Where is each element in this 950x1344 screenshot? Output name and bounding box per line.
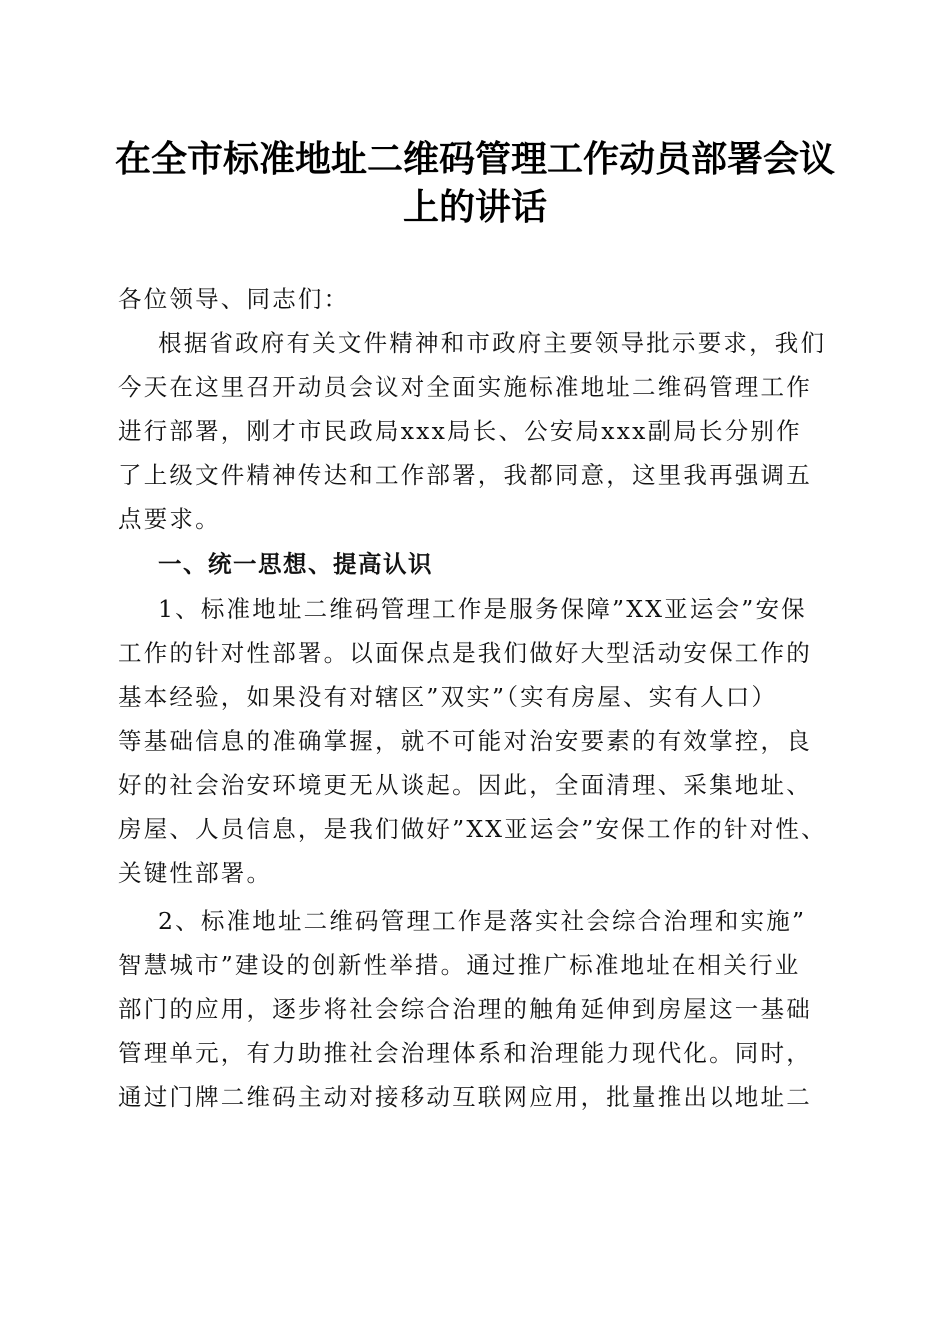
salutation: 各位领导、同志们： [118, 285, 350, 313]
section-heading: 一、统一思想、提高认识 [158, 550, 433, 578]
paragraph-line: 智慧城市”建设的创新性举措。通过推广标准地址在相关行业 [118, 951, 801, 979]
paragraph-line: 管理单元，有力助推社会治理体系和治理能力现代化。同时， [118, 1039, 812, 1067]
paragraph-line: 通过门牌二维码主动对接移动互联网应用，批量推出以地址二 [118, 1083, 812, 1111]
document-title-line-1: 在全市标准地址二维码管理工作动员部署会议 [114, 138, 835, 180]
paragraph-line: 根据省政府有关文件精神和市政府主要领导批示要求，我们 [158, 329, 827, 357]
document-title-line-2: 上的讲话 [402, 186, 547, 228]
paragraph-line: 今天在这里召开动员会议对全面实施标准地址二维码管理工作 [118, 373, 812, 401]
paragraph-line: 2、标准地址二维码管理工作是落实社会综合治理和实施” [158, 907, 807, 935]
paragraph-line: 部门的应用，逐步将社会综合治理的触角延伸到房屋这一基础 [118, 995, 812, 1023]
paragraph-line: 1、标准地址二维码管理工作是服务保障”XX亚运会”安保 [158, 595, 807, 623]
paragraph-line: 基本经验，如果没有对辖区”双实”（实有房屋、实有人口） [118, 683, 778, 711]
paragraph-line: 了上级文件精神传达和工作部署，我都同意，这里我再强调五 [118, 461, 812, 489]
paragraph-line: 房屋、人员信息，是我们做好”XX亚运会”安保工作的针对性、 [118, 815, 827, 843]
paragraph-line: 工作的针对性部署。以面保点是我们做好大型活动安保工作的 [118, 639, 812, 667]
paragraph-line: 好的社会治安环境更无从谈起。因此，全面清理、采集地址、 [118, 771, 812, 799]
paragraph-line: 点要求。 [118, 505, 221, 533]
paragraph-line: 等基础信息的准确掌握，就不可能对治安要素的有效掌控，良 [118, 727, 812, 755]
paragraph-line: 关键性部署。 [118, 859, 273, 887]
paragraph-line: 进行部署，刚才市民政局xxx局长、公安局xxx副局长分别作 [118, 417, 802, 445]
